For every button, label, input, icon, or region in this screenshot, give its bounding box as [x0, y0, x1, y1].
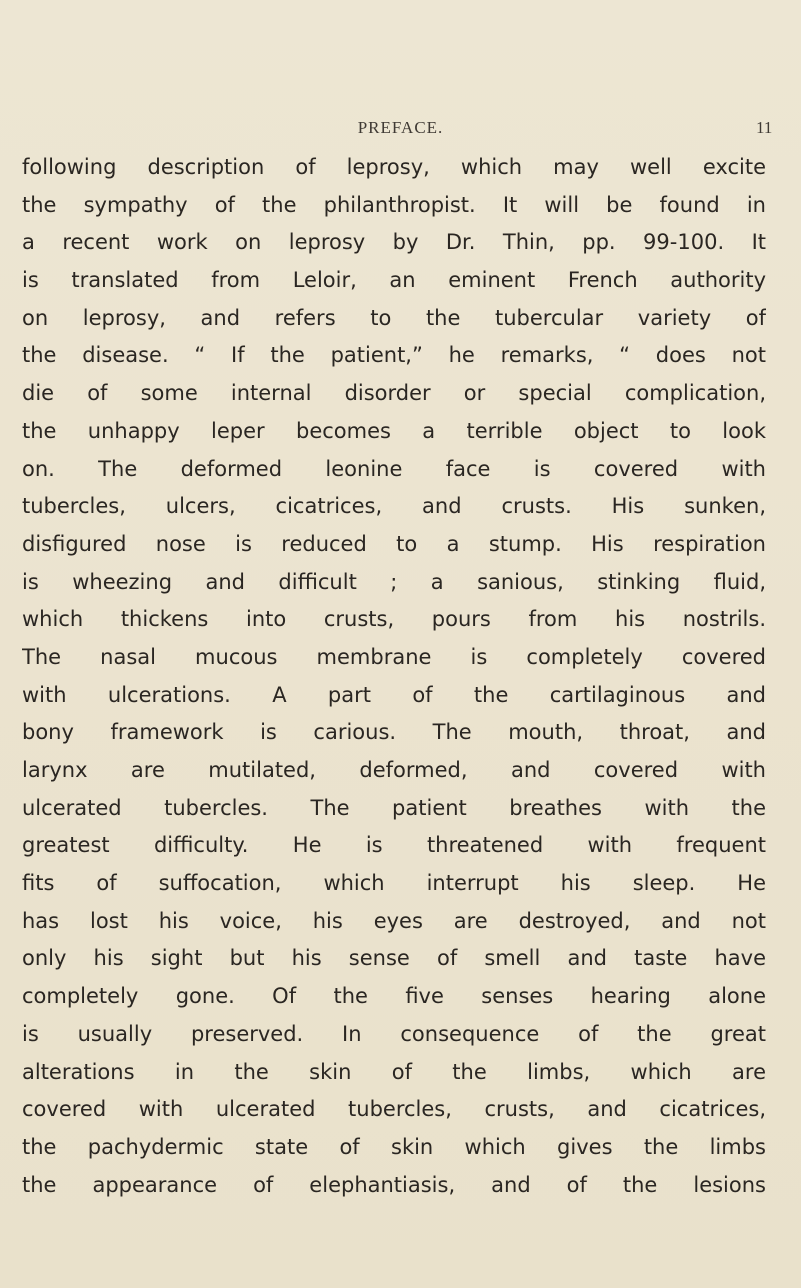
- text-line: fits of suffocation, which interrupt his sleep. He: [22, 871, 766, 896]
- text-line: which thickens into crusts, pours from his nostrils.: [22, 607, 766, 632]
- page-number: 11: [756, 118, 773, 137]
- text-line: following description of leprosy, which may well excite: [22, 155, 766, 179]
- text-line: a recent work on leprosy by Dr. Thin, pp. 99-100. It: [22, 230, 766, 255]
- text-line: covered with ulcerated tubercles, crusts, and cicatrices,: [22, 1097, 766, 1122]
- text-line: is usually preserved. In consequence of the great: [22, 1021, 766, 1046]
- text-line: greatest difficulty. He is threatened with frequent: [22, 833, 766, 858]
- text-line: only his sight but his sense of smell and taste have: [22, 946, 766, 971]
- text-line: disfigured nose is reduced to a stump. His respiration: [22, 531, 766, 556]
- text-line: The nasal mucous membrane is completely covered: [22, 644, 766, 669]
- text-line: completely gone. Of the five senses hearing alone: [22, 984, 766, 1009]
- text-line: ulcerated tubercles. The patient breathes with the: [22, 795, 766, 820]
- text-line: is wheezing and difficult ; a sanious, stinking fluid,: [22, 569, 766, 594]
- running-head: [0, 118, 801, 142]
- text-line: the appearance of elephantiasis, and of the lesions: [22, 1172, 766, 1197]
- text-line: larynx are mutilated, deformed, and covered with: [22, 758, 766, 782]
- text-line: is translated from Leloir, an eminent French authority: [22, 268, 766, 293]
- running-title: PREFACE.: [357, 118, 444, 137]
- text-line: the unhappy leper becomes a terrible object to look: [22, 418, 766, 443]
- body-paragraph: [22, 149, 766, 1204]
- text-line: the disease. “ If the patient,” he remarks, “ does not: [22, 343, 766, 368]
- text-line: the pachydermic state of skin which gives the limbs: [22, 1134, 766, 1159]
- text-line: with ulcerations. A part of the cartilaginous and: [22, 682, 766, 707]
- text-line: the sympathy of the philanthropist. It will be found in: [22, 192, 766, 217]
- text-line: has lost his voice, his eyes are destroyed, and not: [22, 908, 766, 933]
- text-line: tubercles, ulcers, cicatrices, and crusts. His sunken,: [22, 494, 766, 519]
- text-line: bony framework is carious. The mouth, throat, and: [22, 720, 766, 745]
- text-line: on leprosy, and refers to the tubercular variety of: [22, 305, 766, 330]
- text-line: on. The deformed leonine face is covered with: [22, 456, 766, 481]
- text-line: alterations in the skin of the limbs, which are: [22, 1059, 766, 1084]
- text-line: die of some internal disorder or special complication,: [22, 381, 766, 406]
